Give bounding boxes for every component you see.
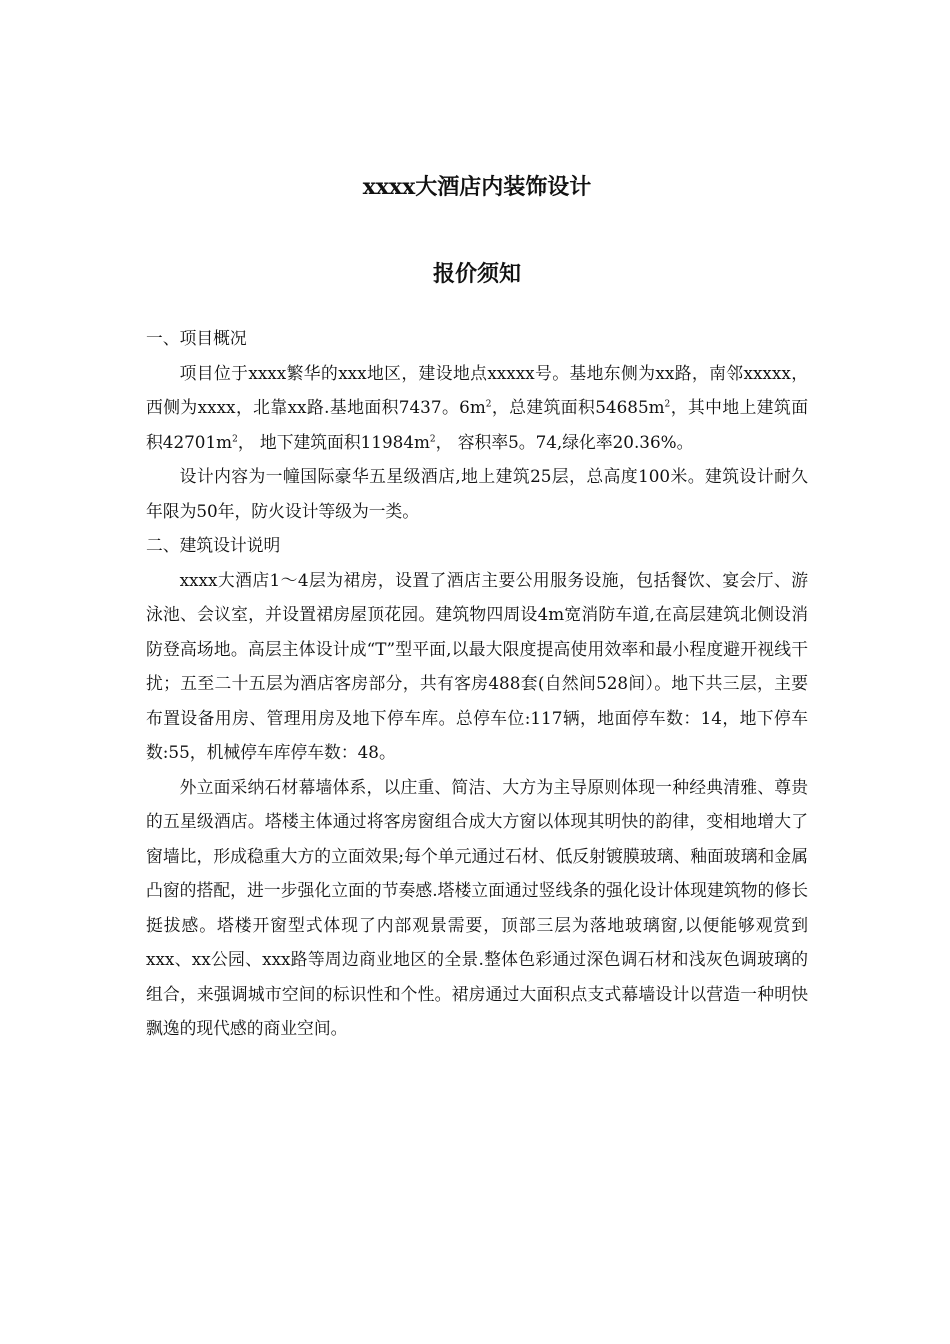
text-fragment: ， 地下建筑面积11984m: [237, 431, 430, 452]
paragraph-facade: 外立面采纳石材幕墙体系，以庄重、简洁、大方为主导原则体现一种经典清雅、尊贵的五星级酒店。塔楼主体通过将客房窗组合成大方窗以体现其明快的韵律，变相地增大了窗墙比，形成稳重大方的立面效果;每个单元通过石材、低反射镀膜玻璃、釉面玻璃和金属凸窗的搭配，进一步强化立面的节奏感.塔楼立面通过竖线条的强化设计体现建筑物的修长挺拔感。塔楼开窗型式体现了内部观景需要，顶部三层为落地玻璃窗,以便能够观赏到xxx、xx公园、xxx路等周边商业地区的全景.整体色彩通过深色调石材和浅灰色调玻璃的组合，来强调城市空间的标识性和个性。裙房通过大面积点支式幕墙设计以营造一种明快飘逸的现代感的商业空间。: [146, 776, 808, 1038]
document-body: [146, 321, 808, 1046]
paragraph-project-location: [146, 356, 808, 460]
superscript: 2: [429, 433, 436, 444]
text-fragment: 项目位于xxxx繁华的xxx地区，建设地点xxxxx号。基地东侧为xx路，南邻xxxxx，西侧为xxxx，北靠xx路.基地面积7437。6m: [146, 362, 808, 417]
superscript: 2: [664, 399, 671, 410]
document-subtitle: 报价须知: [432, 261, 521, 287]
section-heading-project-overview: 一、项目概况: [146, 328, 247, 348]
document-page: [146, 0, 808, 1344]
document-title: xxxx大酒店内装饰设计: [362, 174, 592, 200]
superscript: 2: [232, 433, 238, 444]
section-heading-architecture: 二、建筑设计说明: [146, 535, 281, 555]
superscript: 2: [485, 399, 492, 410]
text-fragment: ，其中地上建筑面积42701m: [146, 397, 808, 452]
paragraph-hotel-layout: xxxx大酒店1～4层为裙房，设置了酒店主要公用服务设施，包括餐饮、宴会厅、游泳池、会议室，并设置裙房屋顶花园。建筑物四周设4m宽消防车道,在高层建筑北侧设消防登高场地。高层主体设计成“T”型平面,以最大限度提高使用效率和最小程度避开视线干扰；五至二十五层为酒店客房部分，共有客房488套(自然间528间）。地下共三层，主要布置设备用房、管理用房及地下停车库。总停车位:117辆，地面停车数：14，地下停车数:55，机械停车库停车数：48。: [146, 569, 808, 762]
text-fragment: ，总建筑面积54685m: [491, 397, 665, 417]
paragraph-design-content: 设计内容为一幢国际豪华五星级酒店,地上建筑25层，总高度100米。建筑设计耐久年限为50年，防火设计等级为一类。: [146, 466, 808, 521]
text-fragment: ， 容积率5。74,绿化率20.36%。: [435, 431, 694, 452]
